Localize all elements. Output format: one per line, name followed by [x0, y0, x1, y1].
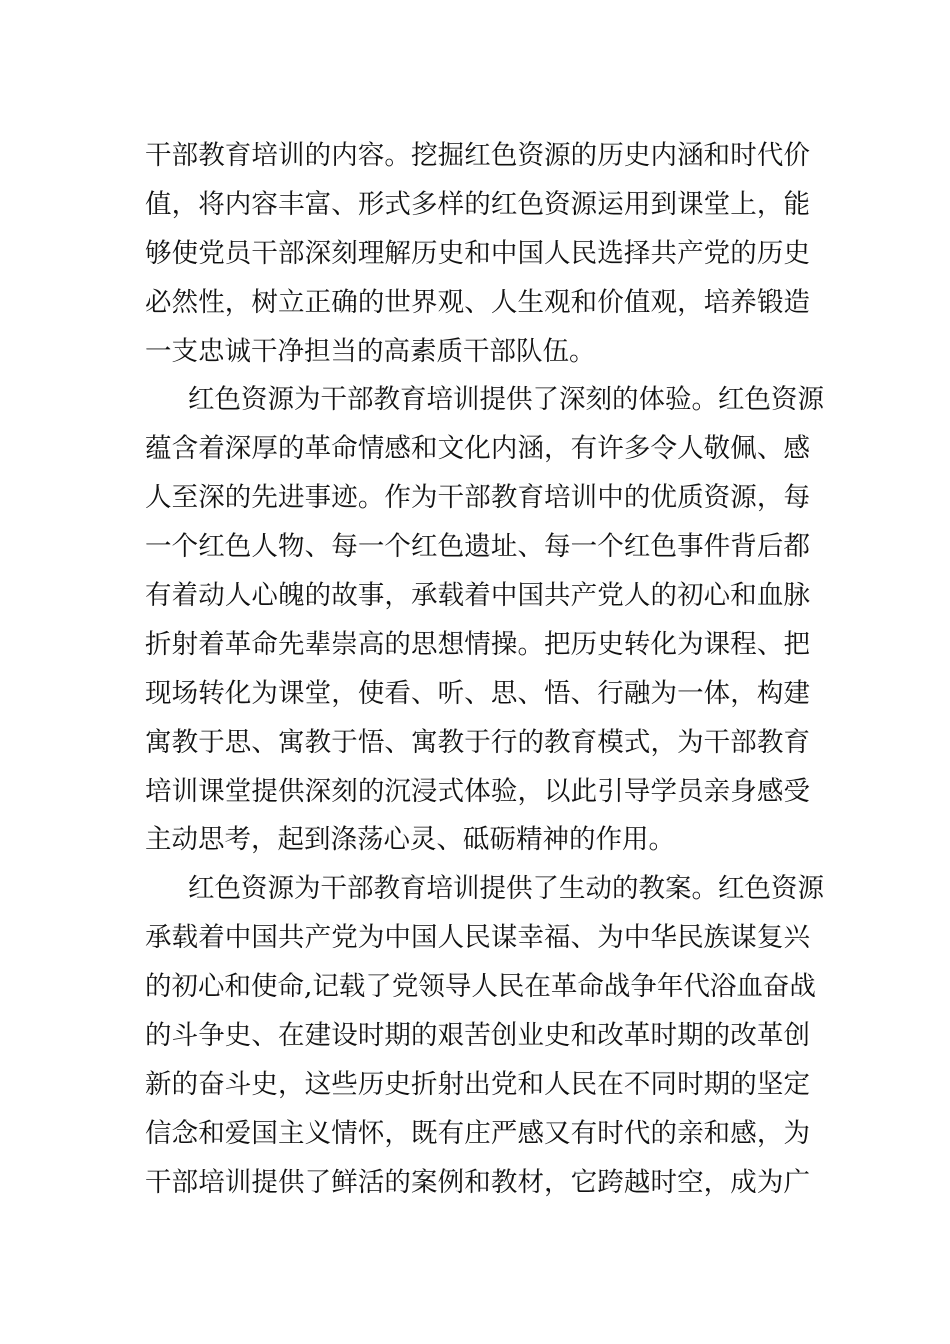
text-line: 的初心和使命,记载了党领导人民在革命战争年代浴血奋战	[145, 971, 816, 1003]
text-line: 信念和爱国主义情怀，既有庄严感又有时代的亲和感，为	[145, 1117, 810, 1149]
text-line: 承载着中国共产党为中国人民谋幸福、为中华民族谋复兴	[145, 922, 810, 954]
paragraph-first-line: 红色资源为干部教育培训提供了深刻的体验。红色资源	[188, 384, 824, 416]
text-line: 折射着革命先辈崇高的思想情操。把历史转化为课程、把	[145, 628, 810, 660]
text-line: 主动思考，起到涤荡心灵、砥砺精神的作用。	[145, 824, 675, 856]
text-line: 的斗争史、在建设时期的艰苦创业史和改革时期的改革创	[145, 1020, 810, 1052]
text-line: 寓教于思、寓教于悟、寓教于行的教育模式，为干部教育	[145, 726, 810, 758]
text-line: 培训课堂提供深刻的沉浸式体验，以此引导学员亲身感受	[145, 775, 810, 807]
document-body	[145, 132, 824, 1208]
text-line: 必然性，树立正确的世界观、人生观和价值观，培养锻造	[145, 286, 810, 318]
text-line: 蕴含着深厚的革命情感和文化内涵，有许多令人敬佩、感	[145, 433, 810, 465]
text-line: 现场转化为课堂，使看、听、思、悟、行融为一体，构建	[145, 677, 810, 709]
text-line: 一支忠诚干净担当的高素质干部队伍。	[145, 335, 596, 367]
text-line: 新的奋斗史，这些历史折射出党和人民在不同时期的坚定	[145, 1068, 810, 1100]
text-line: 有着动人心魄的故事，承载着中国共产党人的初心和血脉	[145, 580, 810, 612]
paragraph-first-line: 红色资源为干部教育培训提供了生动的教案。红色资源	[188, 873, 824, 905]
text-line: 值，将内容丰富、形式多样的红色资源运用到课堂上，能	[145, 188, 810, 220]
text-line: 一个红色人物、每一个红色遗址、每一个红色事件背后都	[145, 531, 810, 563]
text-line: 人至深的先进事迹。作为干部教育培训中的优质资源，每	[145, 482, 810, 514]
text-line: 干部培训提供了鲜活的案例和教材，它跨越时空，成为广	[145, 1166, 810, 1198]
text-line: 够使党员干部深刻理解历史和中国人民选择共产党的历史	[145, 237, 810, 269]
text-line: 干部教育培训的内容。挖掘红色资源的历史内涵和时代价	[145, 140, 810, 171]
